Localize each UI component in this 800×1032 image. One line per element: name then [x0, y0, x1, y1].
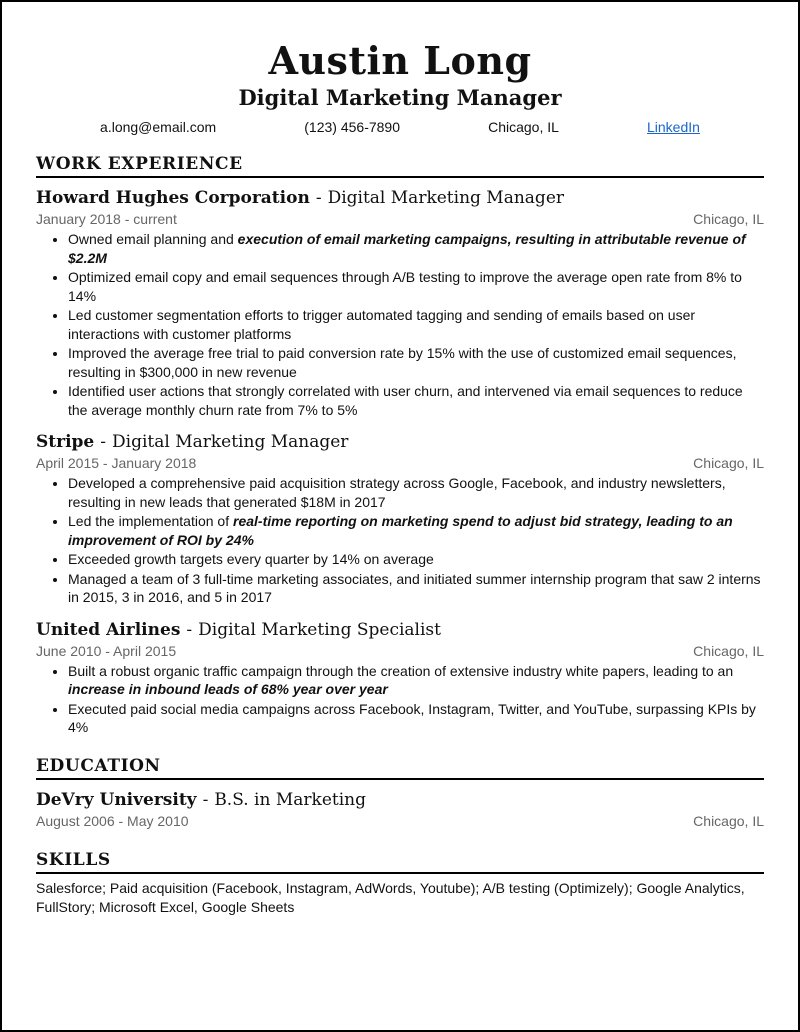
education-meta	[36, 812, 764, 831]
education-entry	[36, 788, 764, 831]
section-title-work: WORK EXPERIENCE	[36, 153, 764, 178]
job-role: Digital Marketing Manager	[112, 432, 349, 452]
bullet-text: Led customer segmentation efforts to trigger automated tagging and sending of emails based on user interactions with customer platforms	[68, 307, 696, 342]
heading-separator: -	[202, 789, 209, 810]
job-meta	[36, 454, 764, 473]
bullet-text: Developed a comprehensive paid acquisition strategy across Google, Facebook, and industry newsletters, resulting in new leads that generated $18M in 2017	[68, 475, 726, 510]
job-role: Digital Marketing Manager	[327, 188, 565, 208]
bullet-item	[68, 344, 764, 381]
bullet-text: Owned email planning and	[68, 231, 238, 247]
job-entry	[36, 186, 764, 419]
company-name: Stripe	[36, 432, 95, 452]
bullet-item	[68, 474, 764, 511]
job-dates: June 2010 - April 2015	[36, 642, 177, 659]
job-heading	[36, 430, 764, 454]
education-dates: August 2006 - May 2010	[36, 812, 189, 829]
job-dates: April 2015 - January 2018	[36, 455, 197, 471]
contact-phone: (123) 456-7890	[304, 119, 401, 135]
bullet-item	[68, 382, 764, 419]
job-meta	[36, 642, 764, 661]
education-location: Chicago, IL	[693, 812, 764, 829]
bullet-text: Identified user actions that strongly correlated with user churn, and intervened via email sequences to reduce the average monthly churn rate from 7% to 5%	[68, 383, 743, 418]
candidate-name: Austin Long	[268, 38, 532, 83]
education-heading	[36, 788, 764, 812]
bullet-text: Optimized email copy and email sequences through A/B testing to improve the average open rate from 8% to 14%	[68, 269, 742, 304]
linkedin-link[interactable]: LinkedIn	[647, 119, 700, 135]
bullet-item	[68, 512, 764, 549]
section-title-education: EDUCATION	[36, 755, 764, 780]
skills-text: Salesforce; Paid acquisition (Facebook, Instagram, AdWords, Youtube); A/B testing (Optimizely); Google Analytics, FullStory; Microsoft Excel, Google Sheets	[36, 879, 745, 915]
bullet-highlight: real-time reporting on marketing spend to adjust bid strategy, leading to an improvement of ROI by 24%	[68, 513, 733, 548]
bullet-item	[68, 700, 764, 737]
bullet-item	[68, 268, 764, 305]
job-entry	[36, 430, 764, 607]
bullet-text: Built a robust organic traffic campaign through the creation of extensive industry white papers, leading to an	[68, 662, 734, 679]
bullet-item	[68, 662, 764, 699]
job-location: Chicago, IL	[693, 455, 764, 471]
job-bullets	[36, 474, 764, 607]
heading-separator: -	[186, 619, 193, 640]
candidate-title: Digital Marketing Manager	[238, 85, 562, 110]
degree: B.S. in Marketing	[214, 789, 366, 810]
contact-email: a.long@email.com	[100, 119, 217, 135]
work-experience-list	[36, 186, 764, 737]
job-heading	[36, 186, 764, 210]
job-entry	[36, 618, 764, 737]
bullet-text: Led the implementation of	[68, 513, 233, 529]
job-location: Chicago, IL	[693, 211, 764, 227]
job-meta	[36, 210, 764, 229]
bullet-highlight: increase in inbound leads of 68% year over year	[68, 681, 388, 697]
job-role: Digital Marketing Specialist	[198, 619, 441, 640]
contact-location: Chicago, IL	[488, 119, 559, 135]
contact-bar	[36, 119, 764, 135]
job-heading	[36, 618, 764, 642]
job-location: Chicago, IL	[693, 642, 764, 659]
heading-separator: -	[315, 188, 322, 208]
job-bullets	[36, 662, 764, 737]
job-dates: January 2018 - current	[36, 211, 177, 227]
bullet-text: Improved the average free trial to paid conversion rate by 15% with the use of customized email sequences, resulting in $300,000 in new revenue	[68, 345, 737, 380]
bullet-highlight: execution of email marketing campaigns, resulting in attributable revenue of $2.2M	[68, 231, 746, 266]
job-bullets	[36, 230, 764, 419]
bullet-item	[68, 570, 764, 607]
school-name: DeVry University	[36, 789, 197, 810]
bullet-item	[68, 230, 764, 267]
bullet-item	[68, 550, 764, 569]
company-name: United Airlines	[36, 619, 181, 640]
bullet-text: Exceeded growth targets every quarter by 14% on average	[68, 551, 434, 567]
company-name: Howard Hughes Corporation	[36, 188, 310, 208]
bullet-text: Managed a team of 3 full-time marketing associates, and initiated summer internship program that saw 2 interns in 2015, 3 in 2016, and 5 in 2017	[68, 570, 761, 605]
bullet-item	[68, 306, 764, 343]
section-title-skills: SKILLS	[36, 849, 764, 874]
heading-separator: -	[100, 432, 106, 452]
bullet-text: Executed paid social media campaigns across Facebook, Instagram, Twitter, and YouTube, surpassing KPIs by 4%	[68, 700, 756, 735]
